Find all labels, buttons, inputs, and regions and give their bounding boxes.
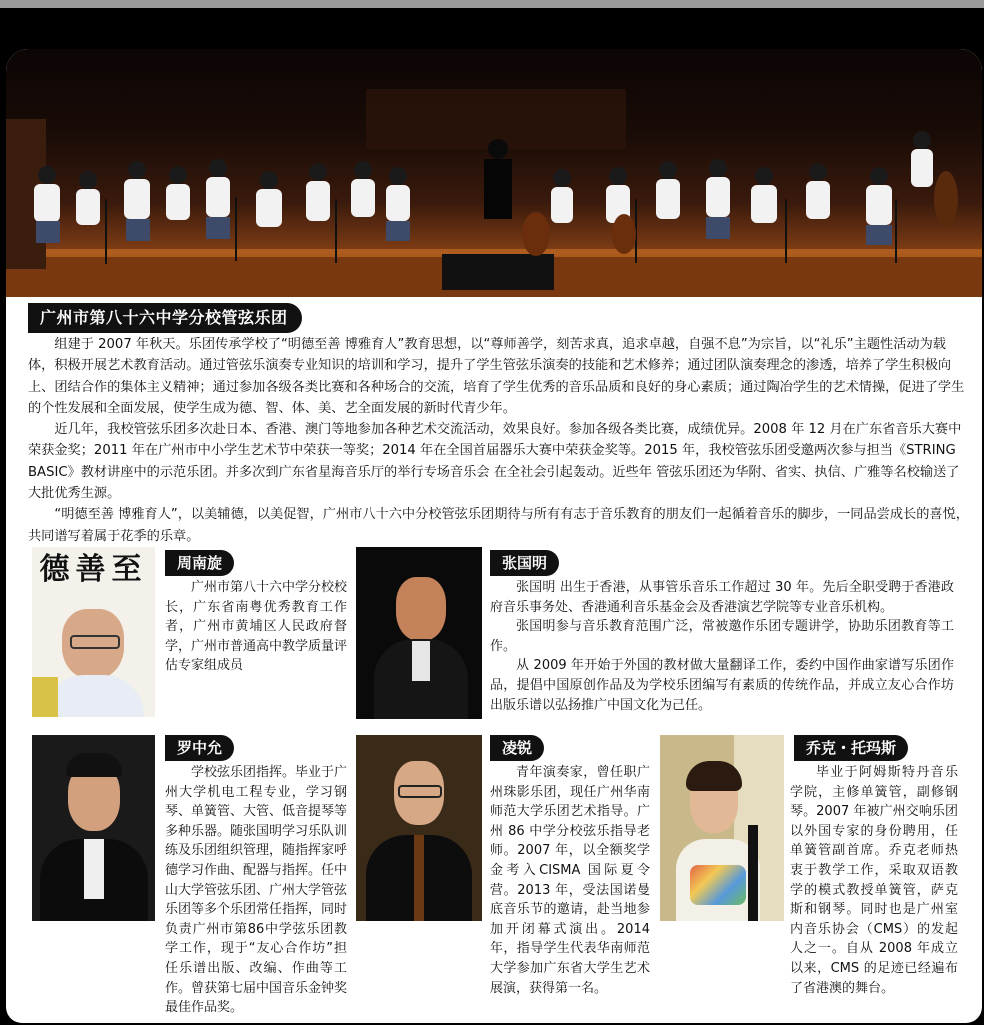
section-title: 广州市第八十六中学分校管弦乐团 bbox=[28, 303, 302, 333]
orchestra-illustration bbox=[6, 49, 982, 297]
luo-name: 罗中允 bbox=[165, 735, 234, 761]
intro-paragraph: 组建于 2007 年秋天。乐团传承学校了“明德至善 博雅育人”教育思想，以“尊师善学，刻苦求真，追求卓越，自强不息”为宗旨，以“礼乐”主题性活动为载体，积极开展艺术教育活动。通过管弦乐演奏专业知识的培训和学习，提升了学生管弦乐演奏的技能和艺术修养；通过团队演奏理念的渗透，培养了学生积极向上、团结合作的集体主义精神；通过参加各级各类比赛和各种场合的交流，培育了学生优秀的音乐品质和良好的身心素质；通过陶冶学生的艺术情操，促进了学生的个性发展和全面发展，使学生成为德、智、体、美、艺全面发展的新时代青少年。 bbox=[28, 337, 965, 416]
poster-card bbox=[6, 49, 982, 1023]
luo-bio bbox=[165, 763, 347, 1018]
portrait-glasses bbox=[70, 635, 120, 649]
portrait-glasses bbox=[398, 785, 442, 798]
bio-paragraph: 张国明 出生于香港，从事管乐音乐工作超过 30 年。先后全职受聘于香港政府音乐事务处、香港通利音乐基金会及香港演艺学院等专业音乐机构。 bbox=[490, 580, 954, 615]
ling-photo bbox=[356, 735, 482, 921]
zhou-name: 周南旋 bbox=[165, 550, 234, 576]
clarinet bbox=[748, 825, 758, 921]
zhang-photo bbox=[356, 547, 482, 719]
ling-bio bbox=[490, 763, 650, 998]
portrait-shirt bbox=[412, 641, 430, 681]
luo-photo bbox=[32, 735, 155, 921]
cello-neck bbox=[414, 835, 424, 921]
intro-text bbox=[28, 334, 970, 547]
jack-photo bbox=[660, 735, 784, 921]
bio-paragraph: 青年演奏家，曾任职广州珠影乐团，现任广州华南师范大学乐团艺术指导。广州 86 中学分校弦乐指导老师。2007 年，以全额奖学金考入CISMA 国际夏令营。2013 年，受法国诺曼底音乐节的邀请，赴当地参加开闭幕式演出。2014年，指导学生代表华南师范大学参加广东省大学生艺术展演，获得第一名。 bbox=[490, 765, 650, 996]
jack-name: 乔克・托玛斯 bbox=[794, 735, 908, 761]
flowers bbox=[32, 677, 58, 717]
zhang-name: 张国明 bbox=[490, 550, 559, 576]
zhou-photo bbox=[32, 547, 155, 717]
ling-name: 凌锐 bbox=[490, 735, 544, 761]
intro-paragraph: 近几年，我校管弦乐团多次赴日本、香港、澳门等地参加各种艺术交流活动，效果良好。参加各级各类比赛，成绩优异。2008 年 12 月在广东省音乐大赛中荣获金奖；2011 年在广州市中小学生艺术节中荣获一等奖；2014 年在全国首届器乐大赛中荣获金奖等。2015 年，我校管弦乐团受邀两次参与担当《STRING BASIC》教材讲座中的示范乐团。并多次到广东省星海音乐厅的举行专场音乐会 在全社会引起轰动。近些年 管弦乐团还为华附、省实、执信、广雅等名校输送了大批优秀生源。 bbox=[28, 422, 962, 502]
top-bar bbox=[0, 0, 984, 8]
intro-paragraph: “明德至善 博雅育人”，以美辅德，以美促智，广州市八十六中分校管弦乐团期待与所有有志于音乐教育的朋友们一起循着音乐的脚步，一同品尝成长的喜悦，共同谱写着属于花季的乐章。 bbox=[28, 507, 969, 544]
portrait-shirt bbox=[44, 675, 144, 717]
portrait-face bbox=[396, 577, 446, 641]
zhou-bio bbox=[165, 578, 347, 676]
dress-pattern bbox=[690, 865, 746, 905]
orchestra-photo bbox=[6, 49, 982, 297]
portrait-hair bbox=[686, 761, 742, 791]
bio-paragraph: 毕业于阿姆斯特丹音乐学院，主修单簧管，副修钢琴。2007 年被广州交响乐团以外国专家的身份聘用，任单簧管副首席。乔克老师热衷于教学工作，采取双语教学的模式教授单簧管，萨克斯和钢琴。同时也是广州室内音乐协会（CMS）的发起人之一。自从 2008 年成立以来，CMS 的足迹已经遍布了省港澳的舞台。 bbox=[790, 765, 958, 996]
zhang-bio bbox=[490, 578, 954, 715]
bio-paragraph: 广州市第八十六中学分校校长，广东省南粤优秀教育工作者，广州市黄埔区人民政府督学，广州市普通高中教学质量评估专家组成员 bbox=[165, 580, 348, 674]
bio-paragraph: 张国明参与音乐教育范围广泛，常被邀作乐团专题讲学，协助乐团教育等工作。 bbox=[490, 619, 954, 654]
portrait-shirt bbox=[84, 839, 104, 899]
jack-bio bbox=[790, 763, 958, 998]
bio-paragraph: 从 2009 年开始于外国的教材做大量翻译工作，委约中国作曲家谱写乐团作品，提倡中国原创作品及为学校乐团编写有素质的传统作品，并成立友心合作坊出版乐谱以弘扬推广中国文化为己任。 bbox=[490, 658, 954, 713]
portrait-hair bbox=[66, 753, 122, 777]
bio-paragraph: 学校弦乐团指挥。毕业于广州大学机电工程专业，学习钢琴、单簧管、大管、低音提琴等多种乐器。随张国明学习乐队训练及乐团组织管理，随指挥家呼德学习作曲、配器与指挥。任中山大学管弦乐团、广州大学管弦乐团等多个乐团常任指挥，同时负责广州市第86中学弦乐团教学工作，现于“友心合作坊”担任乐谱出版、改编、作曲等工作。曾获第七届中国音乐金钟奖最佳作品奖。 bbox=[165, 765, 348, 1016]
calligraphy-scroll: 德善至 bbox=[39, 552, 148, 587]
